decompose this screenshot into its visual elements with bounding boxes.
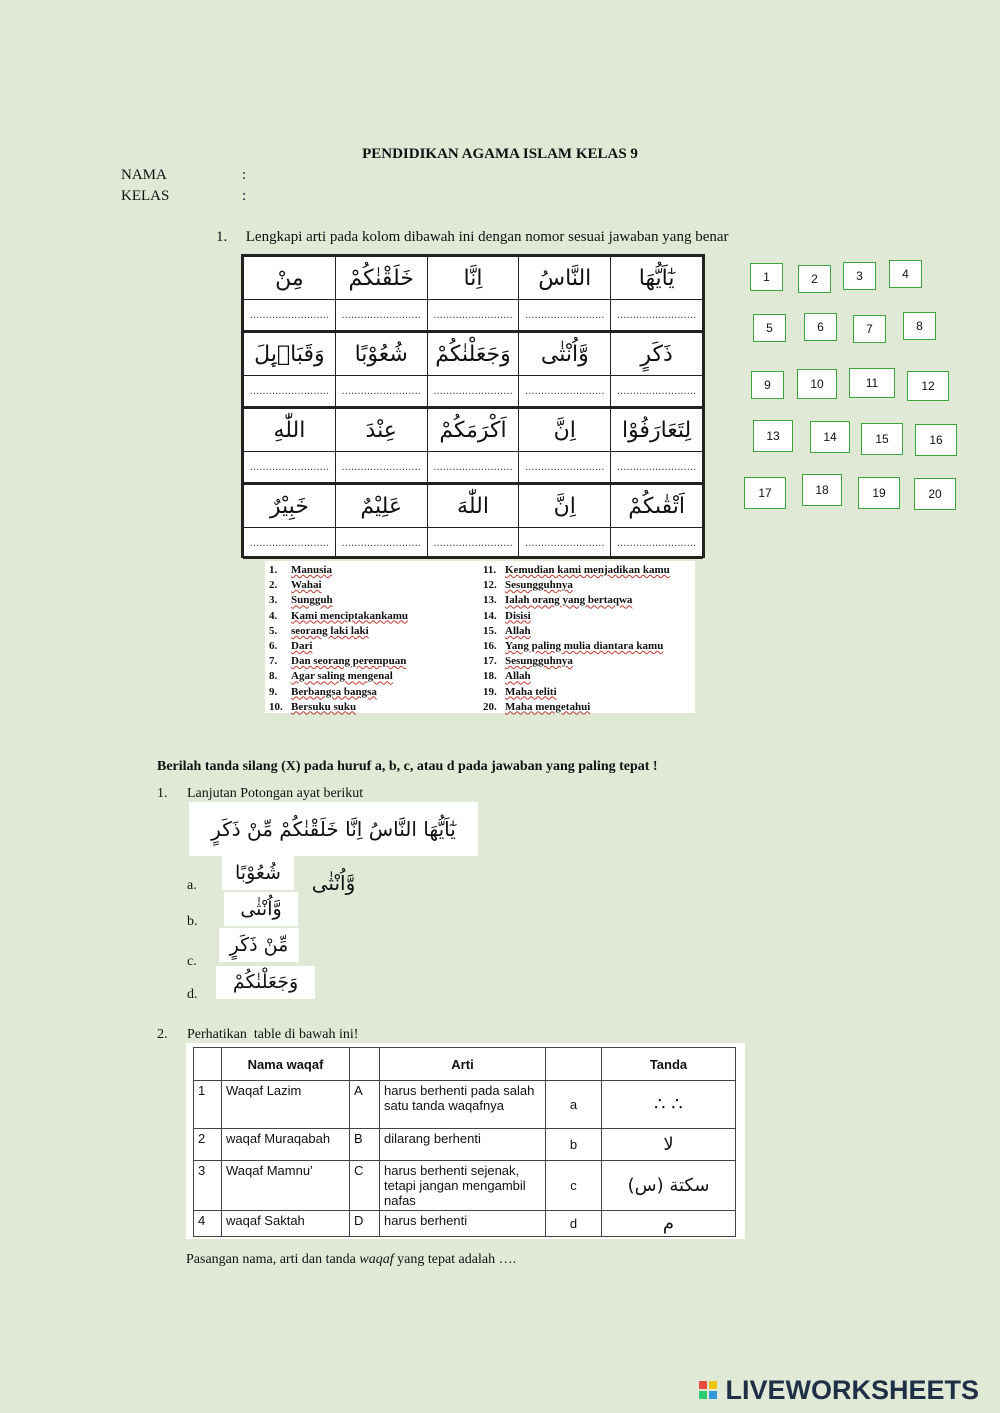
header-tanda: Tanda bbox=[602, 1048, 736, 1081]
mc2-number: 2. bbox=[157, 1027, 168, 1042]
answer-number: 14. bbox=[483, 609, 497, 622]
number-box-15[interactable]: 15 bbox=[861, 423, 903, 455]
answer-text: Sesungguhnya bbox=[505, 579, 573, 592]
logo-text: LIVEWORKSHEETS bbox=[725, 1375, 980, 1405]
option-b-letter[interactable]: b. bbox=[187, 914, 198, 929]
vocab-answer-blank[interactable]: ......................... bbox=[427, 452, 519, 484]
vocab-word: يٰٓاَيُّهَا bbox=[611, 257, 703, 300]
vocab-word: اِنَّا bbox=[427, 257, 519, 300]
number-box-6[interactable]: 6 bbox=[804, 313, 837, 341]
option-c-arabic[interactable]: مِّنْ ذَكَرٍ bbox=[219, 928, 299, 962]
answer-text: Manusia bbox=[291, 564, 332, 576]
answer-text: Bersuku suku bbox=[291, 700, 357, 713]
vocab-word: عِنْدَ bbox=[335, 408, 427, 452]
answer-item bbox=[483, 624, 670, 639]
vocab-arabic-row bbox=[244, 257, 703, 300]
answer-item bbox=[269, 669, 408, 684]
vocab-answer-row bbox=[244, 528, 703, 559]
header-nama: Nama waqaf bbox=[222, 1048, 350, 1081]
answer-item bbox=[269, 624, 408, 639]
answer-text: Maha teliti bbox=[505, 685, 557, 698]
number-box-16[interactable]: 16 bbox=[915, 424, 957, 456]
nama-label: NAMA bbox=[121, 167, 167, 183]
answer-number: 8. bbox=[269, 670, 278, 683]
answer-text: Dan seorang perempuan bbox=[291, 655, 407, 668]
waqaf-letter: B bbox=[350, 1129, 380, 1161]
logo-square-icon bbox=[709, 1381, 717, 1389]
answer-item bbox=[483, 609, 670, 624]
answer-item bbox=[483, 654, 670, 669]
waqaf-letter: A bbox=[350, 1081, 380, 1129]
answer-text: Sesungguhnya bbox=[505, 655, 573, 668]
answer-text: Yang paling mulia diantara kamu bbox=[505, 639, 664, 652]
waqaf-row bbox=[194, 1081, 736, 1129]
answer-text: seorang laki laki bbox=[291, 624, 369, 637]
vocab-grid bbox=[243, 256, 703, 559]
mc2-text: Perhatikan table di bawah ini! bbox=[187, 1027, 359, 1042]
waqaf-code: c bbox=[546, 1161, 602, 1211]
answer-number: 19. bbox=[483, 685, 497, 698]
answer-text: Allah bbox=[505, 624, 531, 637]
vocab-answer-row bbox=[244, 376, 703, 408]
answer-text: Agar saling mengenal bbox=[291, 670, 393, 683]
waqaf-no: 1 bbox=[194, 1081, 222, 1129]
vocab-arabic-row bbox=[244, 408, 703, 452]
number-box-18[interactable]: 18 bbox=[802, 474, 842, 506]
vocab-word: لِتَعَارَفُوْا bbox=[611, 408, 703, 452]
answer-item bbox=[269, 700, 408, 715]
answer-text: Allah bbox=[505, 670, 531, 683]
number-box-5[interactable]: 5 bbox=[753, 314, 786, 342]
waqaf-code: b bbox=[546, 1129, 602, 1161]
option-a-arabic[interactable]: شُعُوْبًا bbox=[222, 856, 294, 890]
logo-square-icon bbox=[699, 1381, 707, 1389]
vocab-answer-blank[interactable]: ......................... bbox=[519, 528, 611, 559]
waqaf-arti: harus berhenti pada salah satu tanda waqafnya bbox=[380, 1081, 546, 1129]
mc1-number: 1. bbox=[157, 786, 168, 801]
waqaf-tanda: سكتة (س) bbox=[602, 1161, 736, 1211]
waqaf-nama: waqaf Muraqabah bbox=[222, 1129, 350, 1161]
vocab-table bbox=[241, 254, 705, 558]
mc1-ayat-image: يٰٓاَيُّهَا النَّاسُ اِنَّا خَلَقْنٰكُمْ مِّنْ ذَكَرٍ وَّاُنْثٰى bbox=[189, 802, 478, 856]
number-box-19[interactable]: 19 bbox=[858, 477, 900, 509]
answer-item bbox=[269, 654, 408, 669]
number-box-11[interactable]: 11 bbox=[849, 368, 895, 398]
answer-number: 13. bbox=[483, 594, 497, 607]
option-b-arabic[interactable]: وَّاُنْثٰى bbox=[224, 892, 298, 926]
question-1-number: 1. bbox=[216, 229, 228, 245]
vocab-word: عَلِيْمٌ bbox=[335, 484, 427, 528]
vocab-word: اِنَّ bbox=[519, 408, 611, 452]
number-box-2[interactable]: 2 bbox=[798, 265, 831, 293]
kelas-colon: : bbox=[242, 188, 247, 204]
answer-text: Berbangsa bangsa bbox=[291, 685, 377, 698]
liveworksheets-logo bbox=[698, 1375, 979, 1406]
vocab-word: وَقَبَاۤىِٕلَ bbox=[244, 332, 336, 376]
answer-column-left bbox=[269, 563, 408, 715]
page-title: PENDIDIKAN AGAMA ISLAM KELAS 9 bbox=[362, 146, 638, 162]
waqaf-letter: D bbox=[350, 1211, 380, 1237]
number-box-14[interactable]: 14 bbox=[810, 421, 850, 453]
answer-number: 18. bbox=[483, 670, 497, 683]
vocab-word: اِنَّ bbox=[519, 484, 611, 528]
question-1 bbox=[216, 229, 729, 246]
vocab-answer-row bbox=[244, 452, 703, 484]
waqaf-tanda: ∴ ∴ bbox=[602, 1081, 736, 1129]
vocab-answer-blank[interactable]: ......................... bbox=[335, 376, 427, 408]
vocab-word: اللّٰهَ bbox=[427, 484, 519, 528]
question-1-text: Lengkapi arti pada kolom dibawah ini dengan nomor sesuai jawaban yang benar bbox=[245, 229, 729, 245]
header-code bbox=[546, 1048, 602, 1081]
vocab-word: وَجَعَلْنٰكُمْ bbox=[427, 332, 519, 376]
waqaf-table-image bbox=[186, 1043, 745, 1239]
answer-column-right bbox=[483, 563, 670, 715]
answer-text: Kami menciptakankamu bbox=[291, 609, 409, 622]
answer-text: Kemudian kami menjadikan kamu bbox=[505, 564, 670, 576]
answer-number: 12. bbox=[483, 579, 497, 592]
answer-number: 9. bbox=[269, 685, 278, 698]
waqaf-code: a bbox=[546, 1081, 602, 1129]
number-box-9[interactable]: 9 bbox=[751, 371, 784, 399]
answer-text: Ialah orang yang bertaqwa bbox=[505, 594, 633, 607]
logo-grid-icon bbox=[698, 1380, 718, 1400]
vocab-answer-blank[interactable]: ......................... bbox=[335, 452, 427, 484]
waqaf-row bbox=[194, 1129, 736, 1161]
answer-text: Maha mengetahui bbox=[505, 700, 591, 713]
answer-number: 7. bbox=[269, 655, 278, 668]
answer-number: 10. bbox=[269, 700, 283, 713]
waqaf-nama: Waqaf Mamnu’ bbox=[222, 1161, 350, 1211]
vocab-answer-blank[interactable]: ......................... bbox=[519, 452, 611, 484]
option-d-letter[interactable]: d. bbox=[187, 987, 198, 1002]
number-box-8[interactable]: 8 bbox=[903, 312, 936, 340]
answer-item bbox=[269, 609, 408, 624]
vocab-word: النَّاسُ bbox=[519, 257, 611, 300]
answer-list bbox=[265, 561, 695, 713]
number-box-3[interactable]: 3 bbox=[843, 262, 876, 290]
answer-number: 5. bbox=[269, 624, 278, 637]
waqaf-letter: C bbox=[350, 1161, 380, 1211]
vocab-answer-blank[interactable]: ......................... bbox=[519, 376, 611, 408]
option-d-arabic[interactable]: وَجَعَلْنٰكُمْ bbox=[216, 966, 315, 999]
vocab-word: خَلَقْنٰكُمْ bbox=[335, 257, 427, 300]
header-letter bbox=[350, 1048, 380, 1081]
logo-square-icon bbox=[699, 1391, 707, 1399]
number-box-17[interactable]: 17 bbox=[744, 477, 786, 509]
waqaf-row bbox=[194, 1161, 736, 1211]
waqaf-arti: harus berhenti sejenak, tetapi jangan mengambil nafas bbox=[380, 1161, 546, 1211]
answer-item bbox=[483, 563, 670, 578]
vocab-word: اَتْقٰىكُمْ bbox=[611, 484, 703, 528]
answer-text: Wahai bbox=[291, 579, 322, 592]
number-box-4[interactable]: 4 bbox=[889, 260, 922, 288]
waqaf-table bbox=[193, 1047, 736, 1237]
waqaf-no: 3 bbox=[194, 1161, 222, 1211]
mc1-text: Lanjutan Potongan ayat berikut bbox=[187, 786, 364, 801]
answer-number: 15. bbox=[483, 624, 497, 637]
waqaf-code: d bbox=[546, 1211, 602, 1237]
waqaf-tanda: م bbox=[602, 1211, 736, 1237]
mc2-footer bbox=[186, 1252, 516, 1268]
vocab-word: اَكْرَمَكُمْ bbox=[427, 408, 519, 452]
waqaf-tanda: لا bbox=[602, 1129, 736, 1161]
vocab-answer-blank[interactable]: ......................... bbox=[427, 528, 519, 559]
nama-colon: : bbox=[242, 167, 247, 183]
waqaf-no: 2 bbox=[194, 1129, 222, 1161]
answer-number: 1. bbox=[269, 564, 278, 576]
footer-italic: waqaf bbox=[359, 1252, 394, 1267]
vocab-word: ذَكَرٍ bbox=[611, 332, 703, 376]
header-arti: Arti bbox=[380, 1048, 546, 1081]
footer-suffix: yang tepat adalah …. bbox=[397, 1252, 517, 1267]
answer-item bbox=[269, 639, 408, 654]
answer-number: 11. bbox=[483, 564, 497, 576]
number-box-1[interactable]: 1 bbox=[750, 263, 783, 291]
answer-number: 17. bbox=[483, 655, 497, 668]
option-c-letter[interactable]: c. bbox=[187, 954, 197, 969]
vocab-answer-blank[interactable]: ......................... bbox=[427, 376, 519, 408]
vocab-word: شُعُوْبًا bbox=[335, 332, 427, 376]
answer-number: 6. bbox=[269, 639, 278, 652]
vocab-answer-blank[interactable]: ......................... bbox=[427, 300, 519, 332]
vocab-answer-blank[interactable]: ......................... bbox=[244, 452, 336, 484]
kelas-label: KELAS bbox=[121, 188, 170, 204]
answer-item bbox=[483, 700, 670, 715]
waqaf-arti: dilarang berhenti bbox=[380, 1129, 546, 1161]
answer-item bbox=[269, 563, 408, 578]
vocab-arabic-row bbox=[244, 484, 703, 528]
vocab-answer-blank[interactable]: ......................... bbox=[611, 376, 703, 408]
waqaf-nama: waqaf Saktah bbox=[222, 1211, 350, 1237]
vocab-word: خَبِيْرٌ bbox=[244, 484, 336, 528]
answer-number: 20. bbox=[483, 700, 497, 713]
answer-text: Disisi bbox=[505, 609, 531, 622]
answer-item bbox=[483, 593, 670, 608]
number-box-10[interactable]: 10 bbox=[797, 369, 837, 399]
number-box-12[interactable]: 12 bbox=[907, 371, 949, 401]
answer-item bbox=[269, 685, 408, 700]
answer-item bbox=[483, 578, 670, 593]
waqaf-nama: Waqaf Lazim bbox=[222, 1081, 350, 1129]
footer-prefix: Pasangan nama, arti dan tanda bbox=[186, 1252, 356, 1267]
answer-number: 16. bbox=[483, 639, 497, 652]
vocab-answer-blank[interactable]: ......................... bbox=[611, 452, 703, 484]
answer-item bbox=[483, 685, 670, 700]
vocab-word: اللّٰهِ bbox=[244, 408, 336, 452]
vocab-answer-blank[interactable]: ......................... bbox=[244, 300, 336, 332]
vocab-answer-blank[interactable]: ......................... bbox=[335, 528, 427, 559]
waqaf-row bbox=[194, 1211, 736, 1237]
number-box-13[interactable]: 13 bbox=[753, 420, 793, 452]
vocab-word: وَّاُنْثٰى bbox=[519, 332, 611, 376]
number-box-7[interactable]: 7 bbox=[853, 315, 886, 343]
vocab-answer-blank[interactable]: ......................... bbox=[611, 300, 703, 332]
answer-item bbox=[483, 639, 670, 654]
answer-text: Sungguh bbox=[291, 594, 333, 607]
vocab-answer-blank[interactable]: ......................... bbox=[519, 300, 611, 332]
vocab-answer-blank[interactable]: ......................... bbox=[244, 376, 336, 408]
waqaf-body bbox=[194, 1081, 736, 1237]
vocab-answer-blank[interactable]: ......................... bbox=[611, 528, 703, 559]
waqaf-arti: harus berhenti bbox=[380, 1211, 546, 1237]
waqaf-header-row bbox=[194, 1048, 736, 1081]
logo-square-icon bbox=[709, 1391, 717, 1399]
vocab-answer-blank[interactable]: ......................... bbox=[244, 528, 336, 559]
vocab-answer-row bbox=[244, 300, 703, 332]
instruction: Berilah tanda silang (X) pada huruf a, b, c, atau d pada jawaban yang paling tepat ! bbox=[157, 759, 658, 774]
vocab-answer-blank[interactable]: ......................... bbox=[335, 300, 427, 332]
answer-text: Dari bbox=[291, 639, 313, 652]
vocab-word: مِنْ bbox=[244, 257, 336, 300]
waqaf-no: 4 bbox=[194, 1211, 222, 1237]
answer-number: 3. bbox=[269, 594, 278, 607]
answer-number: 4. bbox=[269, 609, 278, 622]
vocab-arabic-row bbox=[244, 332, 703, 376]
option-a-letter[interactable]: a. bbox=[187, 878, 197, 893]
number-box-20[interactable]: 20 bbox=[914, 478, 956, 510]
answer-item bbox=[483, 669, 670, 684]
header-no bbox=[194, 1048, 222, 1081]
answer-item bbox=[269, 593, 408, 608]
answer-number: 2. bbox=[269, 579, 278, 592]
answer-item bbox=[269, 578, 408, 593]
